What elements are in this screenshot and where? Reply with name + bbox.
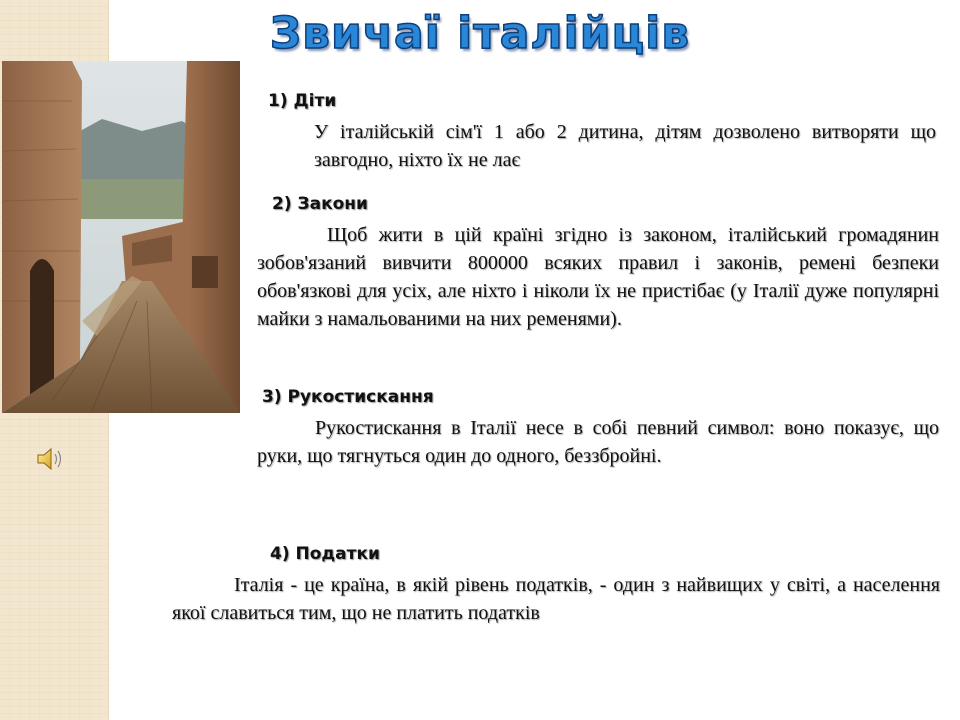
section-text-handshake: Рукостискання в Італії несе в собі певний символ: воно показує, що руки, що тягнуться один до одного, беззбройні. (257, 417, 939, 467)
section-text-children: У італійській сім'ї 1 або 2 дитина, дітям дозволено витворяти що завгодно, ніхто їх не лає (314, 121, 936, 171)
slide-title: Звичаї італійців (269, 8, 691, 59)
speaker-icon[interactable] (36, 445, 66, 473)
section-text-laws: Щоб жити в цій країні згідно із законом, італійський громадянин зобов'язаний вивчити 800000 всяких правил і законів, ремені безпеки обов'язкові для усіх, але ніхто і ніколи їх не пристібає (у Італії дуже популярні майки з намальованими на них ременями). (257, 224, 939, 330)
section-heading-children: 1) Діти (268, 91, 337, 111)
section-text-taxes: Італія - це країна, в якій рівень податків, - один з найвищих у світі, а населення якої славиться тим, що не платить податків (172, 574, 940, 624)
section-heading-handshake: 3) Рукостискання (262, 387, 434, 407)
section-heading-laws: 2) Закони (272, 194, 368, 214)
section-heading-taxes: 4) Податки (270, 544, 380, 564)
italian-street-photo (2, 61, 240, 413)
